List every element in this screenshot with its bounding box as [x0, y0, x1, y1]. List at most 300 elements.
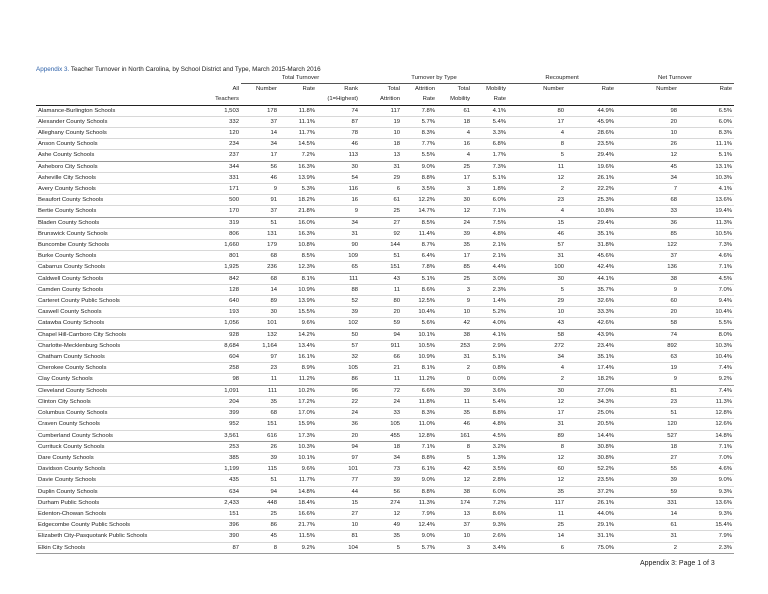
table-row: [36, 296, 734, 307]
header-mobility: Mobility: [437, 94, 472, 105]
turnover-number-cell: 616: [241, 430, 279, 441]
attrition-rate-cell: 10.1%: [402, 329, 437, 340]
net-number-cell: 18: [616, 441, 679, 452]
turnover-number-cell: 37: [241, 116, 279, 127]
district-name-cell: Elizabeth City-Pasquotank Public Schools: [36, 531, 201, 542]
all-teachers-cell: 500: [201, 195, 241, 206]
all-teachers-cell: 3,561: [201, 430, 241, 441]
all-teachers-cell: 98: [201, 374, 241, 385]
recoupment-number-cell: 14: [508, 531, 566, 542]
turnover-number-cell: 236: [241, 262, 279, 273]
recoupment-number-cell: 17: [508, 408, 566, 419]
net-rate-cell: 13.6%: [679, 497, 734, 508]
table-row: [36, 217, 734, 228]
net-number-cell: 23: [616, 396, 679, 407]
net-number-cell: 45: [616, 161, 679, 172]
district-name-cell: Elkin City Schools: [36, 542, 201, 553]
mobility-rate-cell: 3.0%: [472, 273, 508, 284]
turnover-number-cell: 34: [241, 139, 279, 150]
recoupment-number-cell: 31: [508, 251, 566, 262]
turnover-rank-cell: 27: [317, 508, 360, 519]
attrition-total-cell: 24: [360, 396, 402, 407]
district-name-cell: Beaufort County Schools: [36, 195, 201, 206]
recoupment-rate-cell: 45.6%: [566, 251, 616, 262]
net-rate-cell: 7.4%: [679, 363, 734, 374]
mobility-total-cell: 12: [437, 206, 472, 217]
mobility-rate-cell: 7.5%: [472, 217, 508, 228]
recoupment-rate-cell: 34.3%: [566, 396, 616, 407]
turnover-rate-cell: 9.6%: [279, 318, 317, 329]
table-row: [36, 262, 734, 273]
net-rate-cell: 9.3%: [679, 486, 734, 497]
turnover-number-cell: 101: [241, 318, 279, 329]
turnover-rank-cell: 57: [317, 340, 360, 351]
table-row: [36, 195, 734, 206]
mobility-total-cell: 174: [437, 497, 472, 508]
table-row: [36, 419, 734, 430]
attrition-rate-cell: 5.6%: [402, 318, 437, 329]
district-name-cell: Charlotte-Mecklenburg Schools: [36, 340, 201, 351]
mobility-total-cell: 85: [437, 262, 472, 273]
turnover-number-cell: 94: [241, 486, 279, 497]
recoupment-number-cell: 30: [508, 273, 566, 284]
net-number-cell: 2: [616, 542, 679, 553]
all-teachers-cell: 604: [201, 352, 241, 363]
mobility-rate-cell: 3.5%: [472, 464, 508, 475]
district-name-cell: Caswell County Schools: [36, 307, 201, 318]
district-name-cell: Bertie County Schools: [36, 206, 201, 217]
turnover-rank-cell: 88: [317, 284, 360, 295]
net-rate-cell: 10.3%: [679, 340, 734, 351]
attrition-rate-cell: 10.4%: [402, 307, 437, 318]
mobility-rate-cell: 6.0%: [472, 486, 508, 497]
header-rate2: Rate: [402, 94, 437, 105]
attrition-rate-cell: 6.4%: [402, 251, 437, 262]
mobility-total-cell: 25: [437, 161, 472, 172]
attrition-rate-cell: 14.7%: [402, 206, 437, 217]
net-rate-cell: 6.0%: [679, 116, 734, 127]
mobility-total-cell: 0: [437, 374, 472, 385]
attrition-rate-cell: 8.3%: [402, 128, 437, 139]
all-teachers-cell: 344: [201, 161, 241, 172]
district-name-cell: Clay County Schools: [36, 374, 201, 385]
all-teachers-cell: 842: [201, 273, 241, 284]
table-row: [36, 531, 734, 542]
table-row: [36, 464, 734, 475]
attrition-total-cell: 12: [360, 508, 402, 519]
header-group-row: [36, 73, 734, 84]
turnover-rank-cell: 65: [317, 262, 360, 273]
group-turnover-by-type: Turnover by Type: [360, 73, 508, 84]
table-row: [36, 408, 734, 419]
turnover-rate-cell: 14.8%: [279, 486, 317, 497]
turnover-rank-cell: 20: [317, 430, 360, 441]
district-name-cell: Chapel Hill-Carrboro City Schools: [36, 329, 201, 340]
table-row: [36, 374, 734, 385]
turnover-rank-cell: 36: [317, 419, 360, 430]
district-name-cell: Durham Public Schools: [36, 497, 201, 508]
turnover-rate-cell: 7.2%: [279, 150, 317, 161]
turnover-rank-cell: 52: [317, 296, 360, 307]
appendix-title: [36, 66, 321, 73]
recoupment-number-cell: 100: [508, 262, 566, 273]
net-number-cell: 60: [616, 296, 679, 307]
attrition-total-cell: 56: [360, 486, 402, 497]
recoupment-number-cell: 8: [508, 441, 566, 452]
turnover-rank-cell: 109: [317, 251, 360, 262]
district-name-cell: Chatham County Schools: [36, 352, 201, 363]
net-rate-cell: 7.3%: [679, 240, 734, 251]
table-row: [36, 497, 734, 508]
mobility-rate-cell: 4.0%: [472, 318, 508, 329]
recoupment-rate-cell: 23.5%: [566, 475, 616, 486]
mobility-total-cell: 30: [437, 195, 472, 206]
header-rank: Rank: [344, 86, 359, 93]
attrition-total-cell: 61: [360, 195, 402, 206]
mobility-total-cell: 46: [437, 419, 472, 430]
table-row: [36, 340, 734, 351]
district-name-cell: Cabarrus County Schools: [36, 262, 201, 273]
mobility-rate-cell: 8.6%: [472, 508, 508, 519]
district-name-cell: Burke County Schools: [36, 251, 201, 262]
mobility-total-cell: 17: [437, 172, 472, 183]
all-teachers-cell: 234: [201, 139, 241, 150]
recoupment-number-cell: 60: [508, 464, 566, 475]
attrition-rate-cell: 9.0%: [402, 531, 437, 542]
mobility-rate-cell: 3.3%: [472, 128, 508, 139]
attrition-rate-cell: 11.0%: [402, 419, 437, 430]
turnover-rank-cell: 94: [317, 441, 360, 452]
net-rate-cell: 4.6%: [679, 464, 734, 475]
attrition-total-cell: 13: [360, 150, 402, 161]
attrition-total-cell: 11: [360, 374, 402, 385]
district-name-cell: Asheville City Schools: [36, 172, 201, 183]
recoupment-number-cell: 80: [508, 105, 566, 116]
header-total-attrition: Total: [387, 86, 401, 93]
turnover-rank-cell: 39: [317, 307, 360, 318]
district-name-cell: Clinton City Schools: [36, 396, 201, 407]
table-row: [36, 329, 734, 340]
district-name-cell: Cumberland County Schools: [36, 430, 201, 441]
turnover-number-cell: 111: [241, 385, 279, 396]
net-number-cell: 892: [616, 340, 679, 351]
district-name-cell: Davidson County Schools: [36, 464, 201, 475]
mobility-rate-cell: 5.2%: [472, 307, 508, 318]
district-name-cell: Craven County Schools: [36, 419, 201, 430]
table-row: [36, 352, 734, 363]
table-row: [36, 228, 734, 239]
turnover-rank-cell: 32: [317, 352, 360, 363]
turnover-rate-cell: 11.7%: [279, 475, 317, 486]
turnover-rank-cell: 15: [317, 497, 360, 508]
all-teachers-cell: 332: [201, 116, 241, 127]
turnover-rate-cell: 21.7%: [279, 520, 317, 531]
attrition-total-cell: 274: [360, 497, 402, 508]
all-teachers-cell: 634: [201, 486, 241, 497]
all-teachers-cell: 390: [201, 531, 241, 542]
mobility-total-cell: 9: [437, 296, 472, 307]
net-number-cell: 63: [616, 352, 679, 363]
turnover-rate-cell: 17.0%: [279, 408, 317, 419]
attrition-rate-cell: 12.2%: [402, 195, 437, 206]
recoupment-rate-cell: 25.0%: [566, 408, 616, 419]
attrition-rate-cell: 7.8%: [402, 105, 437, 116]
attrition-total-cell: 72: [360, 385, 402, 396]
district-name-cell: Alleghany County Schools: [36, 128, 201, 139]
mobility-total-cell: 10: [437, 531, 472, 542]
mobility-total-cell: 35: [437, 240, 472, 251]
recoupment-rate-cell: 22.2%: [566, 184, 616, 195]
attrition-rate-cell: 12.5%: [402, 296, 437, 307]
turnover-rate-cell: 16.0%: [279, 217, 317, 228]
table-row: [36, 206, 734, 217]
attrition-total-cell: 27: [360, 217, 402, 228]
turnover-rate-cell: 10.8%: [279, 240, 317, 251]
recoupment-number-cell: 12: [508, 475, 566, 486]
turnover-rank-cell: 54: [317, 172, 360, 183]
turnover-rank-cell: 96: [317, 385, 360, 396]
turnover-rank-cell: 97: [317, 452, 360, 463]
all-teachers-cell: 151: [201, 508, 241, 519]
all-teachers-cell: 258: [201, 363, 241, 374]
attrition-total-cell: 31: [360, 161, 402, 172]
net-rate-cell: 5.5%: [679, 318, 734, 329]
mobility-total-cell: 42: [437, 464, 472, 475]
attrition-total-cell: 117: [360, 105, 402, 116]
table-row: [36, 452, 734, 463]
recoupment-number-cell: 4: [508, 128, 566, 139]
turnover-rank-cell: 24: [317, 408, 360, 419]
recoupment-rate-cell: 33.3%: [566, 307, 616, 318]
turnover-rank-cell: 16: [317, 195, 360, 206]
net-rate-cell: 4.6%: [679, 251, 734, 262]
attrition-rate-cell: 8.8%: [402, 172, 437, 183]
mobility-rate-cell: 4.1%: [472, 329, 508, 340]
net-number-cell: 20: [616, 116, 679, 127]
attrition-total-cell: 11: [360, 284, 402, 295]
net-number-cell: 7: [616, 184, 679, 195]
attrition-total-cell: 911: [360, 340, 402, 351]
attrition-rate-cell: 8.7%: [402, 240, 437, 251]
table-row: [36, 430, 734, 441]
table-row: [36, 396, 734, 407]
all-teachers-cell: 170: [201, 206, 241, 217]
district-name-cell: Bladen County Schools: [36, 217, 201, 228]
header-attrition-rate: Attrition: [415, 86, 436, 93]
net-number-cell: 34: [616, 172, 679, 183]
turnover-rank-cell: 87: [317, 116, 360, 127]
turnover-rank-cell: 31: [317, 228, 360, 239]
header-recoup-number: Number: [543, 86, 565, 93]
attrition-total-cell: 33: [360, 408, 402, 419]
net-rate-cell: 7.4%: [679, 385, 734, 396]
turnover-rate-cell: 11.2%: [279, 374, 317, 385]
net-rate-cell: 10.4%: [679, 352, 734, 363]
recoupment-number-cell: 5: [508, 284, 566, 295]
table-row: [36, 128, 734, 139]
net-number-cell: 14: [616, 508, 679, 519]
turnover-number-cell: 46: [241, 172, 279, 183]
mobility-total-cell: 17: [437, 251, 472, 262]
turnover-number-cell: 68: [241, 251, 279, 262]
header-net-number: Number: [656, 86, 678, 93]
recoupment-number-cell: 4: [508, 206, 566, 217]
turnover-rate-cell: 15.9%: [279, 419, 317, 430]
table-row: [36, 486, 734, 497]
turnover-rank-cell: 74: [317, 105, 360, 116]
mobility-rate-cell: 6.8%: [472, 139, 508, 150]
mobility-rate-cell: 5.1%: [472, 352, 508, 363]
district-name-cell: Camden County Schools: [36, 284, 201, 295]
turnover-number-cell: 178: [241, 105, 279, 116]
net-rate-cell: 10.5%: [679, 228, 734, 239]
net-rate-cell: 6.5%: [679, 105, 734, 116]
all-teachers-cell: 1,503: [201, 105, 241, 116]
district-name-cell: Caldwell County Schools: [36, 273, 201, 284]
mobility-rate-cell: 5.4%: [472, 116, 508, 127]
mobility-total-cell: 10: [437, 307, 472, 318]
turnover-number-cell: 86: [241, 520, 279, 531]
mobility-rate-cell: 1.3%: [472, 452, 508, 463]
attrition-total-cell: 73: [360, 464, 402, 475]
table-row: [36, 441, 734, 452]
attrition-rate-cell: 6.1%: [402, 464, 437, 475]
recoupment-number-cell: 12: [508, 452, 566, 463]
turnover-rank-cell: 22: [317, 396, 360, 407]
mobility-total-cell: 11: [437, 396, 472, 407]
recoupment-number-cell: 11: [508, 508, 566, 519]
turnover-number-cell: 68: [241, 273, 279, 284]
attrition-rate-cell: 5.7%: [402, 116, 437, 127]
district-name-cell: Cleveland County Schools: [36, 385, 201, 396]
recoupment-number-cell: 31: [508, 419, 566, 430]
net-rate-cell: 15.4%: [679, 520, 734, 531]
net-number-cell: 9: [616, 284, 679, 295]
all-teachers-cell: 952: [201, 419, 241, 430]
net-number-cell: 33: [616, 206, 679, 217]
net-rate-cell: 11.3%: [679, 396, 734, 407]
recoupment-rate-cell: 37.2%: [566, 486, 616, 497]
net-number-cell: 36: [616, 217, 679, 228]
all-teachers-cell: 640: [201, 296, 241, 307]
header-sub-row: [36, 94, 734, 105]
net-number-cell: 38: [616, 273, 679, 284]
attrition-total-cell: 6: [360, 184, 402, 195]
recoupment-rate-cell: 29.4%: [566, 150, 616, 161]
mobility-rate-cell: 7.1%: [472, 206, 508, 217]
mobility-rate-cell: 0.0%: [472, 374, 508, 385]
recoupment-rate-cell: 23.4%: [566, 340, 616, 351]
turnover-rate-cell: 10.9%: [279, 284, 317, 295]
turnover-rate-cell: 12.3%: [279, 262, 317, 273]
attrition-rate-cell: 12.8%: [402, 430, 437, 441]
attrition-total-cell: 66: [360, 352, 402, 363]
turnover-number-cell: 56: [241, 161, 279, 172]
header-mobility-rate: Mobility: [486, 86, 507, 93]
mobility-rate-cell: 8.8%: [472, 408, 508, 419]
net-rate-cell: 8.0%: [679, 329, 734, 340]
turnover-number-cell: 9: [241, 184, 279, 195]
attrition-rate-cell: 8.8%: [402, 486, 437, 497]
all-teachers-cell: 171: [201, 184, 241, 195]
district-name-cell: Davie County Schools: [36, 475, 201, 486]
all-teachers-cell: 396: [201, 520, 241, 531]
mobility-total-cell: 61: [437, 105, 472, 116]
attrition-total-cell: 21: [360, 363, 402, 374]
mobility-rate-cell: 3.6%: [472, 385, 508, 396]
net-rate-cell: 19.4%: [679, 206, 734, 217]
net-number-cell: 81: [616, 385, 679, 396]
attrition-rate-cell: 8.6%: [402, 284, 437, 295]
recoupment-number-cell: 117: [508, 497, 566, 508]
header-attrition: Attrition: [360, 94, 402, 105]
district-name-cell: Catawba County Schools: [36, 318, 201, 329]
mobility-total-cell: 3: [437, 542, 472, 553]
header-recoup-rate: Rate: [601, 86, 615, 93]
turnover-number-cell: 1,164: [241, 340, 279, 351]
header-rate3: Rate: [472, 94, 508, 105]
mobility-rate-cell: 7.3%: [472, 161, 508, 172]
group-total-turnover: Total Turnover: [241, 73, 360, 84]
net-number-cell: 98: [616, 105, 679, 116]
recoupment-rate-cell: 45.9%: [566, 116, 616, 127]
turnover-rate-cell: 18.2%: [279, 195, 317, 206]
recoupment-rate-cell: 31.8%: [566, 240, 616, 251]
recoupment-number-cell: 57: [508, 240, 566, 251]
recoupment-number-cell: 25: [508, 520, 566, 531]
net-number-cell: 12: [616, 150, 679, 161]
table-row: [36, 251, 734, 262]
recoupment-rate-cell: 29.1%: [566, 520, 616, 531]
net-rate-cell: 4.5%: [679, 273, 734, 284]
district-name-cell: Dare County Schools: [36, 452, 201, 463]
recoupment-rate-cell: 25.3%: [566, 195, 616, 206]
net-number-cell: 85: [616, 228, 679, 239]
district-name-cell: Duplin County Schools: [36, 486, 201, 497]
net-number-cell: 51: [616, 408, 679, 419]
table-row: [36, 273, 734, 284]
table-row: [36, 161, 734, 172]
mobility-rate-cell: 5.1%: [472, 172, 508, 183]
recoupment-rate-cell: 42.6%: [566, 318, 616, 329]
attrition-rate-cell: 7.9%: [402, 508, 437, 519]
recoupment-number-cell: 35: [508, 486, 566, 497]
recoupment-number-cell: 46: [508, 228, 566, 239]
attrition-total-cell: 144: [360, 240, 402, 251]
district-name-cell: Ashe County Schools: [36, 150, 201, 161]
turnover-rank-cell: 90: [317, 240, 360, 251]
table-row: [36, 363, 734, 374]
recoupment-rate-cell: 75.0%: [566, 542, 616, 553]
mobility-rate-cell: 9.3%: [472, 520, 508, 531]
turnover-rate-cell: 10.2%: [279, 385, 317, 396]
attrition-total-cell: 92: [360, 228, 402, 239]
recoupment-rate-cell: 28.6%: [566, 128, 616, 139]
turnover-rate-cell: 10.1%: [279, 452, 317, 463]
turnover-rate-cell: 8.5%: [279, 251, 317, 262]
recoupment-rate-cell: 27.0%: [566, 385, 616, 396]
mobility-rate-cell: 2.3%: [472, 284, 508, 295]
district-name-cell: Brunswick County Schools: [36, 228, 201, 239]
attrition-total-cell: 455: [360, 430, 402, 441]
turnover-rate-cell: 8.9%: [279, 363, 317, 374]
turnover-table: [36, 73, 734, 554]
mobility-rate-cell: 4.8%: [472, 228, 508, 239]
mobility-total-cell: 38: [437, 486, 472, 497]
attrition-total-cell: 10: [360, 128, 402, 139]
attrition-rate-cell: 7.1%: [402, 441, 437, 452]
district-name-cell: Alexander County Schools: [36, 116, 201, 127]
